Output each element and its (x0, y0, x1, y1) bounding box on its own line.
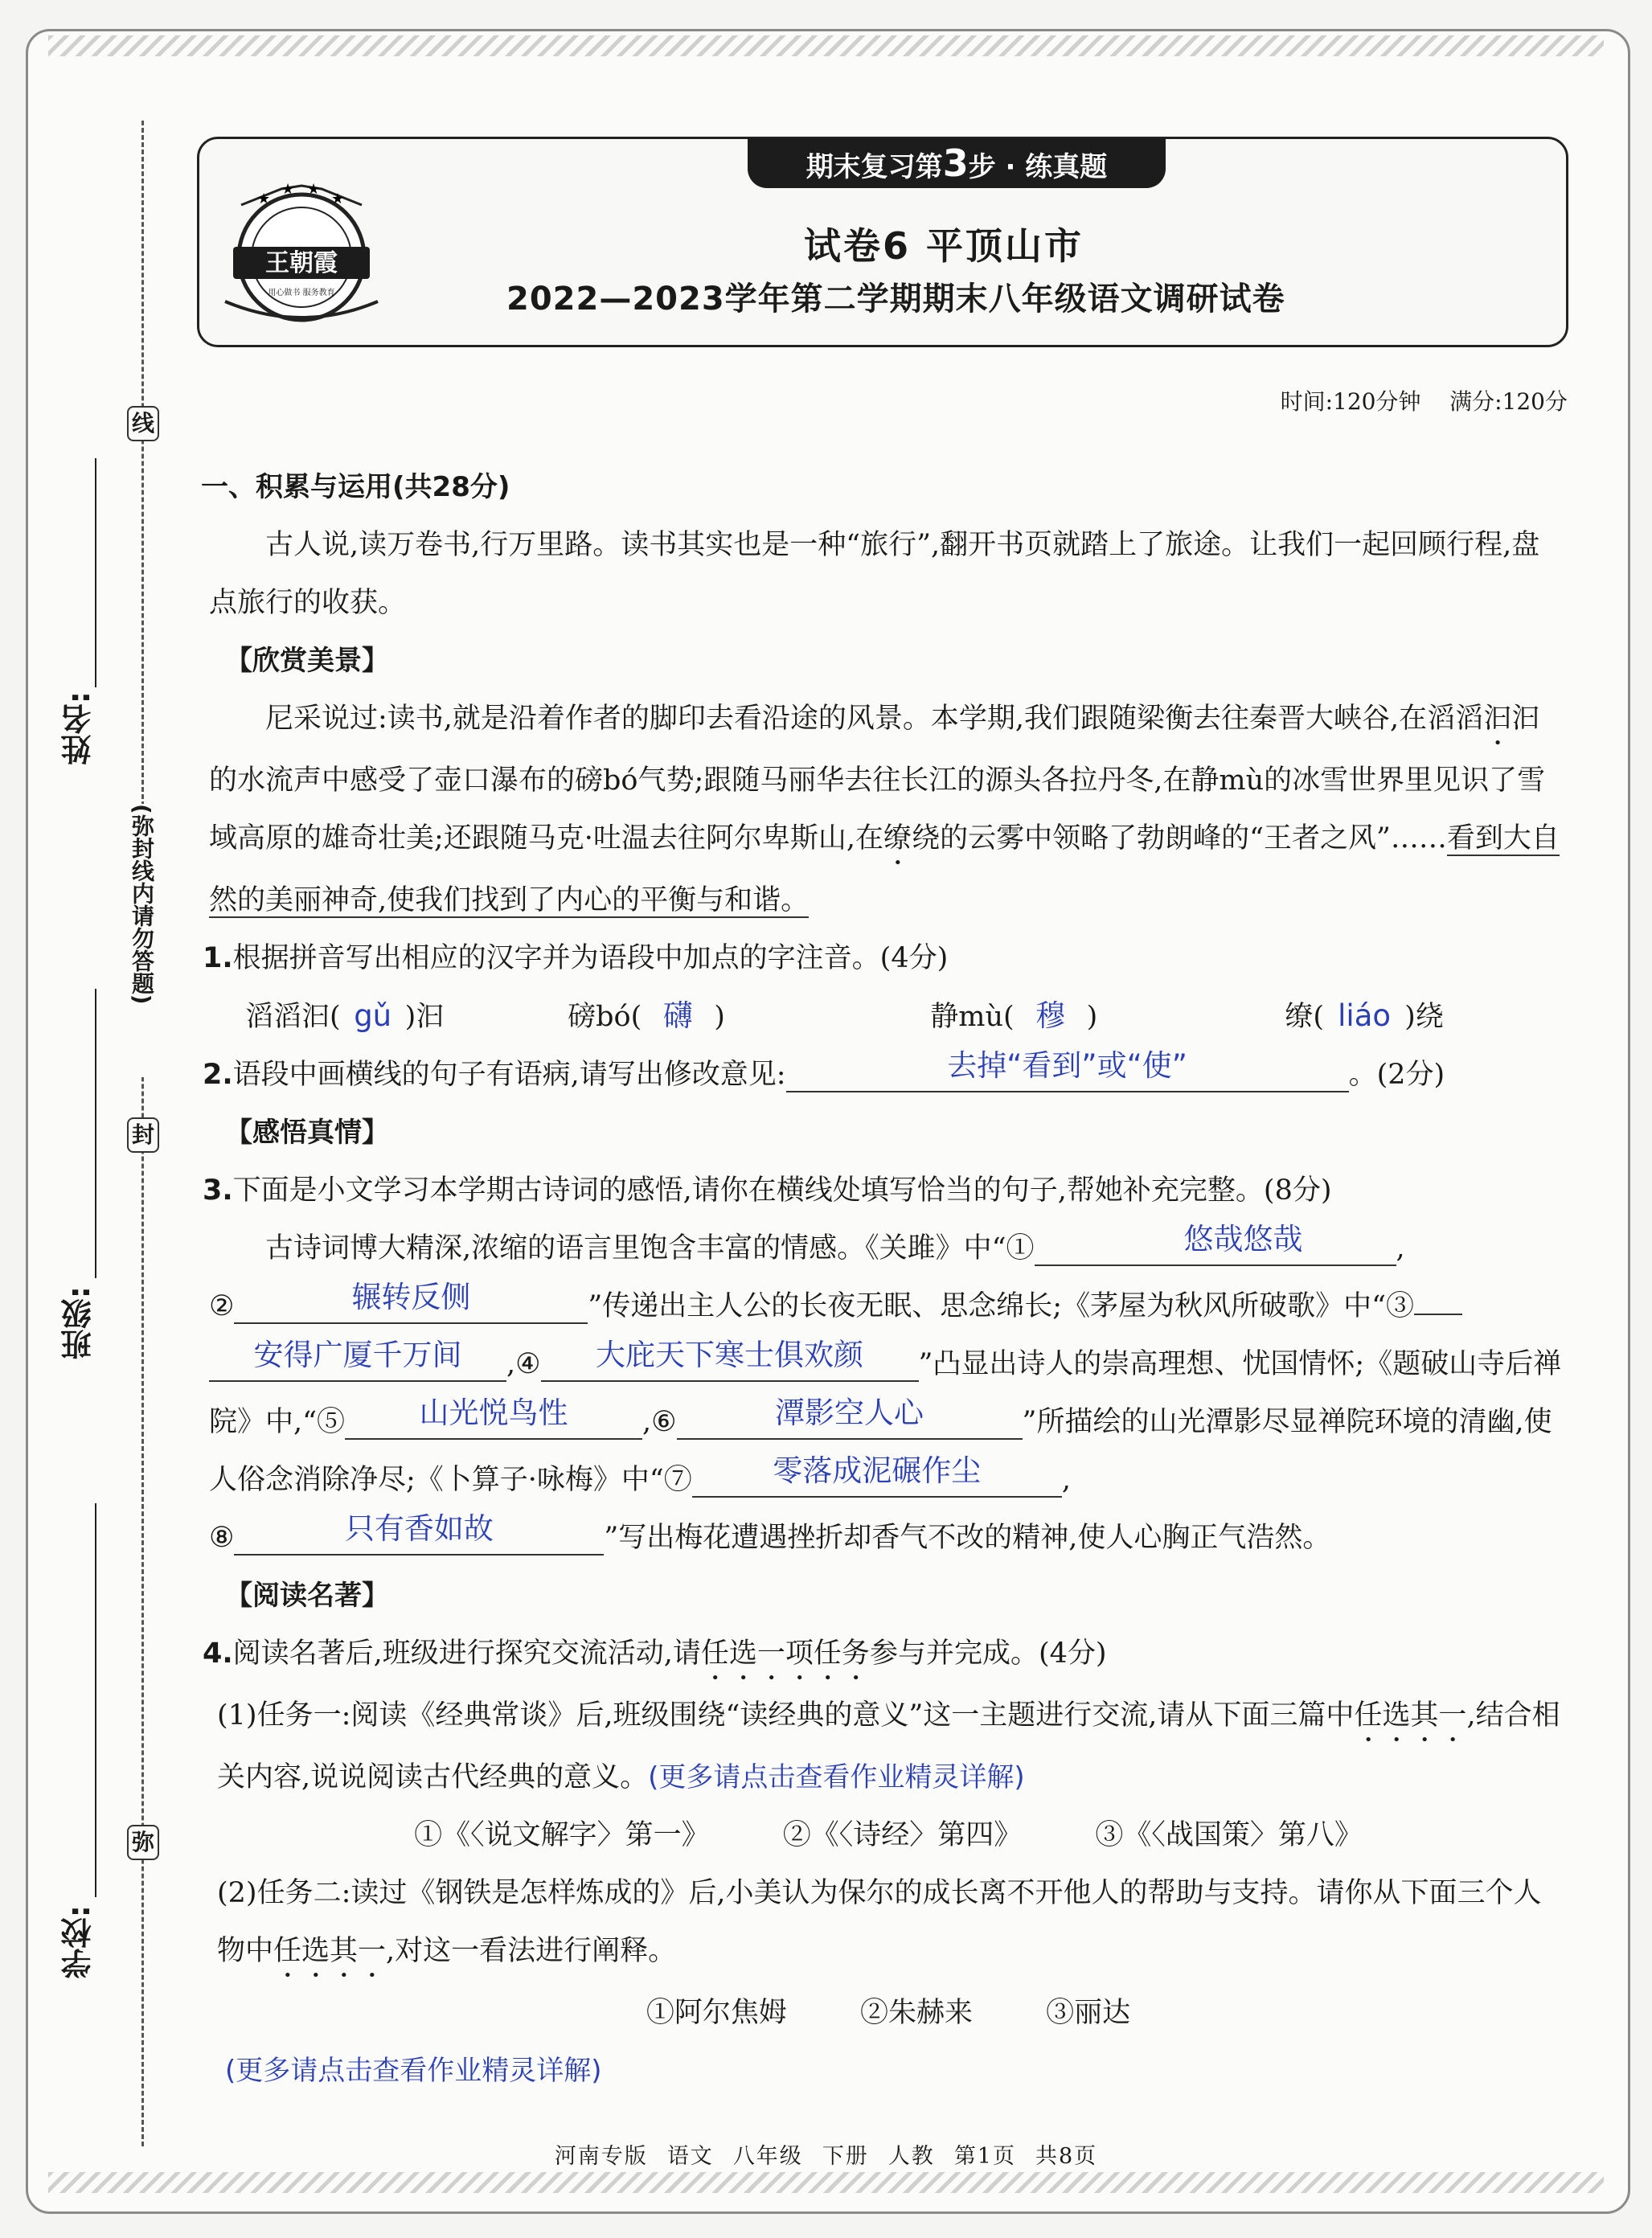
seal-mark-seal2: 弥 (127, 1825, 159, 1860)
task-2: (2)任务二:读过《钢铁是怎样炼成的》后,小美认为保尔的成长离不开他人的帮助与支持。请你从下面三个人物中任选其一,对这一看法进行阐释。 (217, 1877, 1542, 1967)
exam-subtitle: 2022—2023学年第二学期期末八年级语文调研试卷 (506, 281, 1285, 318)
more-details-link[interactable]: (更多请点击查看作业精灵详解) (648, 1761, 1025, 1793)
exam-content (201, 458, 1568, 2100)
logo-subtext: 用心做书 服务教育 (268, 289, 335, 297)
seal-mark-seal: 封 (127, 1117, 159, 1153)
full-score: 满分:120分 (1449, 388, 1568, 415)
exam-meta (1166, 384, 1568, 416)
star-icon: ★ (307, 181, 321, 198)
q1-item: 静mù( 穆 ) (930, 998, 1098, 1033)
task-1-options: ①《〈说文解字〉第一》 ②《〈诗经〉第四》 ③《〈战国策〉第八》 (414, 1819, 1363, 1851)
top-border-pattern (48, 35, 1604, 56)
class-field (56, 1286, 96, 1359)
seal-note: (弥封线内请勿答题) (124, 804, 159, 1077)
more-details-link[interactable]: (更多请点击查看作业精灵详解) (225, 2055, 602, 2087)
name-field (56, 691, 96, 764)
question-3: 3.下面是小文学习本学期古诗词的感悟,请你在横线处填写恰当的句子,帮她补充完整。(8分) (203, 1174, 1332, 1207)
page-footer: 河南专版 语文 八年级 下册 人教 第1页 共8页 (554, 2144, 1098, 2169)
task-1: (1)任务一:阅读《经典常谈》后,班级围绕“读经典的意义”这一主题进行交流,请从下面三篇中任选其一,结合相关内容,说说阅读古代经典的意义。(更多请点击查看作业精灵详解) (217, 1699, 1560, 1793)
class-line[interactable] (95, 989, 96, 1278)
question-2: 2.语段中画横线的句子有语病,请写出修改意见: 去掉“看到”或“使” 。(2分) (203, 1048, 1445, 1091)
step-tab: 期末复习第3步 · 练真题 (748, 138, 1166, 188)
star-icon: ★ (257, 191, 271, 207)
seal-mark-line: 线 (127, 406, 159, 441)
class-label: 班级: (61, 1286, 96, 1360)
task-2-options: ①阿尔焦姆 ②朱赫来 ③丽达 (646, 1997, 1131, 2029)
school-label: 学校: (61, 1905, 96, 1979)
question-1-answers (245, 987, 1568, 1046)
question-3-body: 古诗词博大精深,浓缩的语言里饱含丰富的情感。《关雎》中“① 悠哉悠哉 , (265, 1222, 1405, 1265)
q2-answer-blank[interactable]: 去掉“看到”或“使” (786, 1058, 1349, 1092)
question-1: 1.根据拼音写出相应的汉字并为语段中加点的字注音。(4分) (203, 942, 949, 974)
star-icon: ★ (281, 181, 295, 198)
logo-text: 王朝霞 (265, 249, 338, 277)
q1-item: 滔滔汩( gǔ )汩 (245, 998, 445, 1033)
star-icon: ★ (331, 191, 345, 207)
question-3-body-2: ② 辗转反侧 ”传递出主人公的长夜无眠、思念绵长;《茅屋为秋风所破歌》中“③ 安得广厦千万间 ,④ 大庇天下寒士俱欢颜 ”凸显出诗人的崇高理想、忧国情怀;《题破山寺后禅院》中,“⑤ 山光悦鸟性 ,⑥ 潭影空人心 ”所描绘的山光潭影尽显禅院环境的清幽,使人俗念消除净尽;《卜算子·咏梅》中“⑦ 零落成泥碾作尘 , ⑧ 只有香如故 ”写出梅花遭遇挫折却香气不改的精神,使人心胸正气浩然。 (209, 1280, 1562, 1554)
subsection-tag: 【欣赏美景】 (225, 645, 389, 677)
subsection-tag: 【感悟真情】 (225, 1117, 389, 1149)
section-title: 一、积累与运用(共28分) (201, 471, 510, 503)
name-label: 姓名: (61, 691, 96, 765)
q1-item: 磅bó( 礴 ) (568, 998, 725, 1033)
name-line[interactable] (95, 458, 96, 687)
exam-title: 试卷6 平顶山市 (804, 224, 1084, 268)
reading-paragraph: 尼采说过:读书,就是沿着作者的脚印去看沿途的风景。本学期,我们跟随梁衡去往秦晋大峡谷,在滔滔汩汩的水流声中感受了壶口瀑布的磅bó气势;跟随马丽华去往长江的源头各拉丹冬,在静mù的冰雪世界里见识了雪域高原的雄奇壮美;还跟随马克·吐温去往阿尔卑斯山,在缭绕的云雾中领略了勃朗峰的“王者之风”……看到大自然的美丽神奇,使我们找到了内心的平衡与和谐。 (209, 703, 1560, 916)
underlined-sentence: 看到大自然的美丽神奇,使我们找到了内心的平衡与和谐。 (209, 822, 1560, 916)
q1-item: 缭( liáo )绕 (1285, 998, 1444, 1033)
school-line[interactable] (95, 1503, 96, 1897)
subsection-tag: 【阅读名著】 (225, 1580, 389, 1612)
publisher-logo (217, 173, 386, 326)
intro-paragraph: 古人说,读万卷书,行万里路。读书其实也是一种“旅行”,翻开书页就踏上了旅途。让我们一起回顾行程,盘点旅行的收获。 (209, 529, 1540, 619)
bottom-border-pattern (48, 2172, 1604, 2193)
question-4: 4.阅读名著后,班级进行探究交流活动,请任选一项任务参与并完成。(4分) (203, 1638, 1107, 1670)
school-field (56, 1905, 96, 1978)
time-limit: 时间:120分钟 (1280, 388, 1421, 415)
